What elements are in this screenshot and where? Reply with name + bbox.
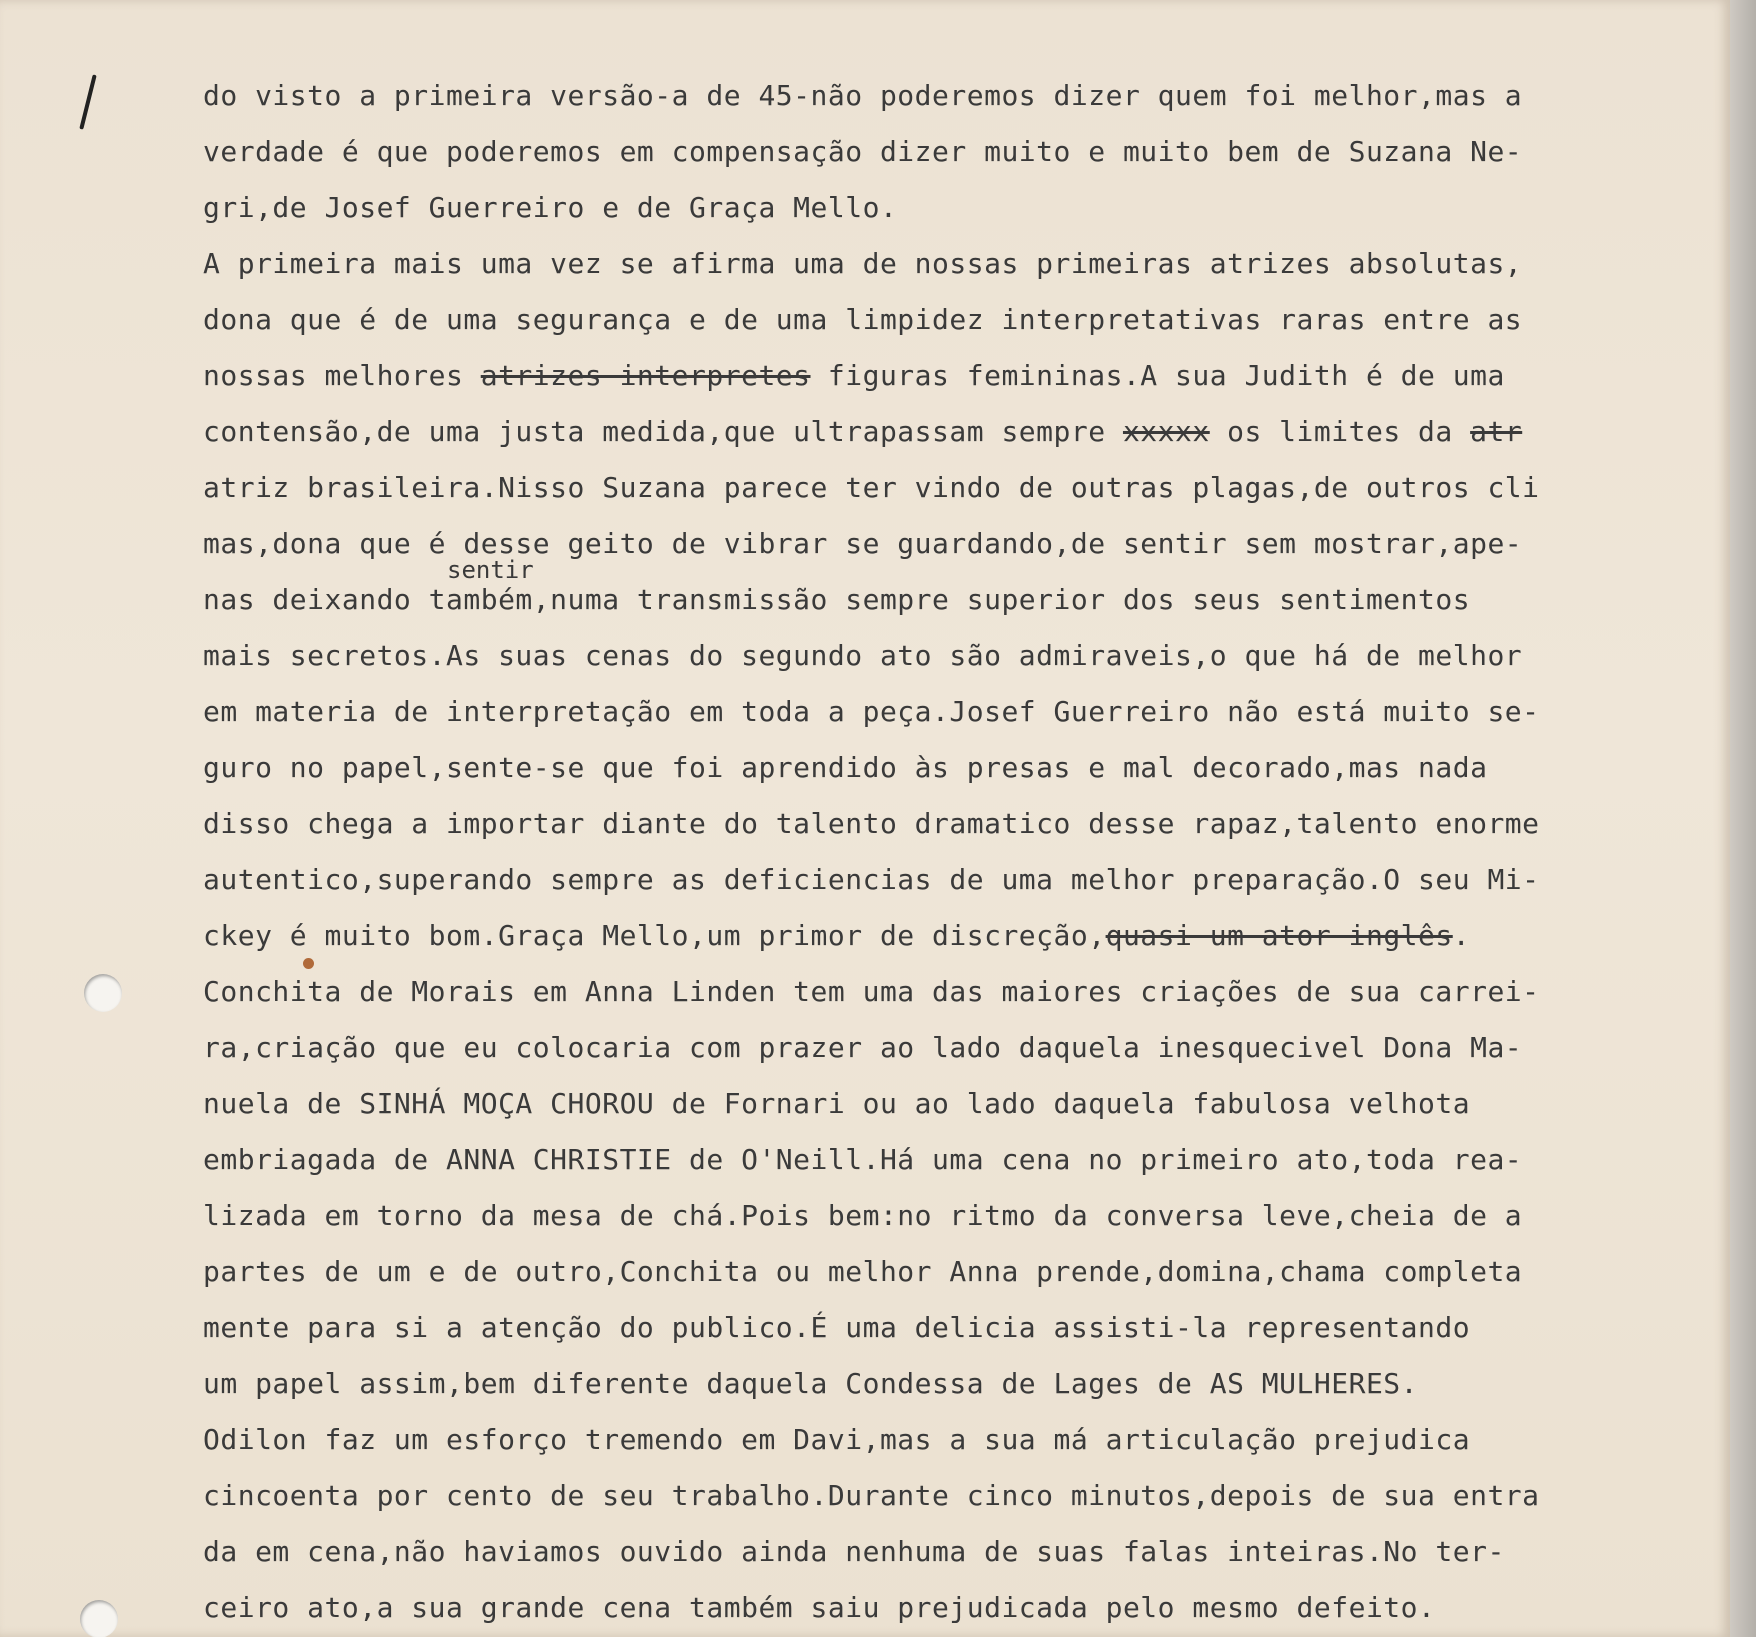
struck-text: atrizes interpretes <box>480 359 811 392</box>
struck-text: xxxxx <box>1122 415 1210 448</box>
text-line <box>203 1020 1723 1076</box>
line-text: nuela de SINHÁ MOÇA CHOROU de Fornari ou ao lado daquela fabulosa velhota <box>203 1087 1471 1120</box>
line-text: ceiro ato,a sua grande cena também saiu prejudicada pelo mesmo defeito. <box>203 1591 1436 1624</box>
line-text: cincoenta por cento de seu trabalho.Durante cinco minutos,depois de sua entra <box>203 1479 1540 1512</box>
line-text: nas deixando também,numa transmissão sempre superior dos seus sentimentos <box>203 583 1471 616</box>
line-text: lizada em torno da mesa de chá.Pois bem:no ritmo da conversa leve,cheia de a <box>203 1199 1523 1232</box>
text-line <box>203 1412 1723 1468</box>
struck-text: atr <box>1470 415 1523 448</box>
text-line <box>203 460 1723 516</box>
line-text: embriagada de ANNA CHRISTIE de O'Neill.Há uma cena no primeiro ato,toda rea- <box>203 1143 1523 1176</box>
line-text: dona que é de uma segurança e de uma limpidez interpretativas raras entre as <box>203 303 1523 336</box>
scanner-background-edge <box>1730 0 1756 1637</box>
line-text: . <box>1452 919 1471 952</box>
line-text: mas,dona que é desse geito de vibrar se guardando,de sentir sem mostrar,ape- <box>203 527 1523 560</box>
line-text: guro no papel,sente-se que foi aprendido às presas e mal decorado,mas nada <box>203 751 1488 784</box>
line-text: um papel assim,bem diferente daquela Condessa de Lages de AS MULHERES. <box>203 1367 1419 1400</box>
line-text: verdade é que poderemos em compensação dizer muito e muito bem de Suzana Ne- <box>203 135 1523 168</box>
line-text: partes de um e de outro,Conchita ou melhor Anna prende,domina,chama completa <box>203 1255 1523 1288</box>
line-text: gri,de Josef Guerreiro e de Graça Mello. <box>203 191 898 224</box>
text-line <box>203 180 1723 236</box>
text-line <box>203 740 1723 796</box>
typed-text-block <box>203 68 1723 1636</box>
text-line <box>203 572 1723 628</box>
line-text: os limites da <box>1209 415 1471 448</box>
line-text: nossas melhores <box>203 359 481 392</box>
line-text: A primeira mais uma vez se afirma uma de nossas primeiras atrizes absolutas, <box>203 247 1523 280</box>
text-line <box>203 516 1723 572</box>
pen-mark <box>79 74 96 129</box>
text-line <box>203 796 1723 852</box>
text-line <box>203 628 1723 684</box>
line-text: autentico,superando sempre as deficiencias de uma melhor preparação.O seu Mi- <box>203 863 1540 896</box>
punch-hole-top <box>84 974 122 1012</box>
text-line <box>203 1244 1723 1300</box>
text-line <box>203 1300 1723 1356</box>
line-text: do visto a primeira versão-a de 45-não poderemos dizer quem foi melhor,mas a <box>203 79 1523 112</box>
interlinear-note: sentir <box>447 556 534 584</box>
text-line <box>203 1468 1723 1524</box>
text-line <box>203 124 1723 180</box>
line-text: Conchita de Morais em Anna Linden tem uma das maiores criações de sua carrei- <box>203 975 1540 1008</box>
line-text: contensão,de uma justa medida,que ultrapassam sempre <box>203 415 1123 448</box>
text-line <box>203 684 1723 740</box>
line-text: ra,criação que eu colocaria com prazer ao lado daquela inesquecivel Dona Ma- <box>203 1031 1523 1064</box>
struck-text: quasi um ator inglês <box>1105 919 1453 952</box>
text-line <box>203 348 1723 404</box>
line-text: figuras femininas.A sua Judith é de uma <box>810 359 1505 392</box>
text-line <box>203 68 1723 124</box>
text-line <box>203 1580 1723 1636</box>
line-text: mais secretos.As suas cenas do segundo ato são admiraveis,o que há de melhor <box>203 639 1523 672</box>
text-line <box>203 404 1723 460</box>
text-line <box>203 1188 1723 1244</box>
text-line <box>203 1132 1723 1188</box>
line-text: mente para si a atenção do publico.É uma delicia assisti-la representando <box>203 1311 1471 1344</box>
punch-hole-bottom <box>80 1600 118 1637</box>
line-text: da em cena,não haviamos ouvido ainda nenhuma de suas falas inteiras.No ter- <box>203 1535 1505 1568</box>
text-line <box>203 236 1723 292</box>
text-line <box>203 852 1723 908</box>
line-text: atriz brasileira.Nisso Suzana parece ter vindo de outras plagas,de outros cli <box>203 471 1540 504</box>
text-line <box>203 1524 1723 1580</box>
text-line <box>203 1076 1723 1132</box>
text-line <box>203 964 1723 1020</box>
text-line <box>203 1356 1723 1412</box>
text-line <box>203 908 1723 964</box>
text-line <box>203 292 1723 348</box>
line-text: Odilon faz um esforço tremendo em Davi,mas a sua má articulação prejudica <box>203 1423 1471 1456</box>
line-text: em materia de interpretação em toda a peça.Josef Guerreiro não está muito se- <box>203 695 1540 728</box>
line-text: disso chega a importar diante do talento dramatico desse rapaz,talento enorme <box>203 807 1540 840</box>
line-text: ckey é muito bom.Graça Mello,um primor de discreção, <box>203 919 1106 952</box>
